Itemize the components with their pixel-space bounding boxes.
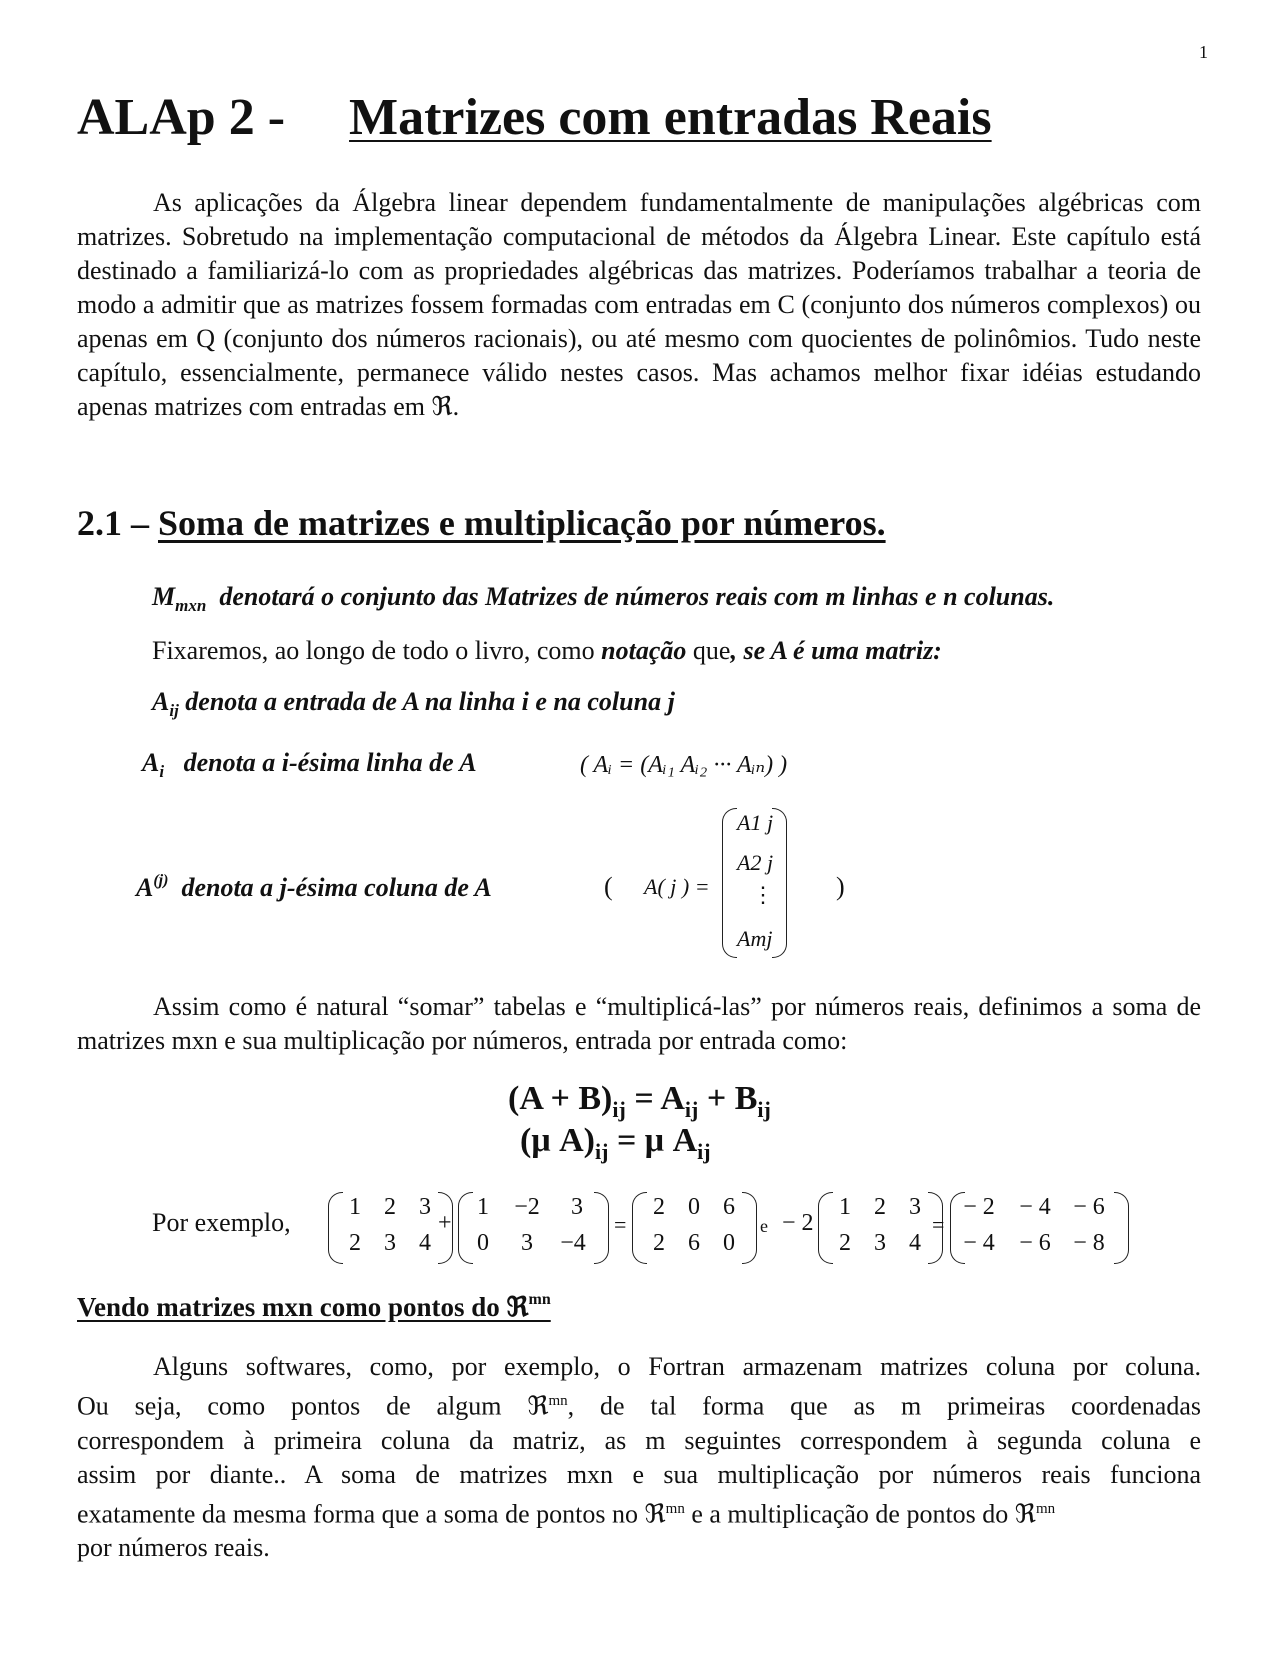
scal-rhs-sub: ij <box>697 1139 711 1164</box>
matrix-cell: 2 <box>653 1194 665 1220</box>
sum-lhs-sub: ij <box>612 1097 626 1122</box>
aj-open-paren: ( <box>604 872 613 901</box>
sum-mid-sub: ij <box>684 1097 699 1122</box>
section-number: 2.1 – <box>77 503 149 543</box>
aj-close-paren: ) <box>836 872 845 901</box>
sum-lhs: (A + B) <box>508 1080 613 1117</box>
colvec-entry: ⋮ <box>752 882 774 907</box>
aj-text: denota a j-ésima coluna de A <box>181 873 492 902</box>
points-text: e a multiplicação de pontos do ℜ <box>684 1499 1036 1529</box>
matrix-cell: − 6 <box>1073 1194 1105 1220</box>
notation-bold: notação <box>601 636 687 665</box>
points-line: assim por diante.. A soma de matrizes mxn e sua multiplicação por números reais funciona <box>77 1459 1201 1489</box>
colvec-entry: A1 j <box>737 810 774 835</box>
matrix-cell: 3 <box>521 1230 533 1256</box>
sum-rhs-sub: ij <box>757 1097 771 1122</box>
mmxn-text: denotará o conjunto das Matrizes de números reais com m linhas e n colunas. <box>219 582 1055 611</box>
matrix-cell: −2 <box>514 1194 540 1220</box>
matrix-cell: − 8 <box>1073 1230 1105 1256</box>
matrix-cell: 2 <box>349 1230 361 1256</box>
plus-sign: + <box>438 1210 452 1236</box>
sum-formula <box>508 1080 771 1123</box>
notation-plain: Fixaremos, ao longo de todo o livro, como <box>152 636 602 665</box>
colvec-right-paren <box>772 808 787 958</box>
notation-bold2: , se A é uma matriz: <box>730 636 942 665</box>
aj-lhs: A( j ) = <box>644 874 710 899</box>
ai-text: denota a i-ésima linha de A <box>183 748 477 777</box>
ai-subscript: i <box>159 762 165 781</box>
section-title: Soma de matrizes e multiplicação por números. <box>158 503 886 543</box>
points-line: por números reais. <box>77 1533 270 1563</box>
example-label: Por exemplo, <box>152 1208 291 1237</box>
matrix-cell: − 4 <box>1019 1194 1051 1220</box>
matrix-cell: 1 <box>477 1194 489 1220</box>
colvec-entry: Amj <box>737 926 773 951</box>
scal-lhs: (μ A) <box>520 1122 595 1159</box>
section-2-1-heading <box>77 502 886 544</box>
points-sup: mn <box>665 1500 685 1517</box>
scal-lhs-sub: ij <box>594 1139 609 1164</box>
matrix-cell: −4 <box>560 1230 586 1256</box>
matrix-cell: 3 <box>571 1194 583 1220</box>
matrix-cell: 1 <box>839 1194 851 1220</box>
conjunction-e: e <box>760 1216 768 1236</box>
matrix-cell: − 4 <box>963 1230 995 1256</box>
points-text: exatamente da mesma forma que a soma de pontos no ℜ <box>77 1499 666 1529</box>
mmxn-subscript: mxn <box>175 596 207 615</box>
points-line: Alguns softwares, como, por exemplo, o Fortran armazenam matrizes coluna por coluna. <box>153 1352 1201 1381</box>
matrix-cell: 6 <box>688 1230 700 1256</box>
chapter-title <box>77 88 992 147</box>
points-line <box>77 1492 1201 1532</box>
matrix-cell: 4 <box>419 1230 431 1256</box>
matrix-cell: 3 <box>419 1194 431 1220</box>
colvec-left-paren <box>722 808 737 958</box>
matrix-cell: − 6 <box>1019 1230 1051 1256</box>
aj-definition <box>136 872 492 903</box>
chapter-prefix: ALAp 2 - <box>77 89 286 146</box>
points-text: , de tal forma que as m primeiras coordenadas <box>567 1391 1201 1421</box>
section-points-sup: mn <box>528 1291 551 1308</box>
points-line: correspondem à primeira coluna da matriz, as m seguintes correspondem à segunda coluna e <box>77 1425 1201 1455</box>
equals-sign-2: = <box>932 1212 945 1237</box>
matrix-cell: 1 <box>349 1194 361 1220</box>
points-sup: mn <box>548 1393 568 1409</box>
equals-sign: = <box>614 1212 627 1237</box>
notation-intro <box>152 636 942 666</box>
matrix-cell: 3 <box>909 1194 921 1220</box>
sum-mid: = A <box>625 1080 685 1117</box>
ai-symbol: A <box>142 748 160 777</box>
sum-paragraph: Assim como é natural “somar” tabelas e “multiplicá-las” por números reais, definimos a soma de matrizes mxn e sua multiplicação por números, entrada por entrada como: <box>77 992 1201 1055</box>
points-sup: mn <box>1035 1500 1056 1517</box>
mmxn-definition <box>152 582 1054 616</box>
scalar-minus-two: − 2 <box>782 1210 814 1236</box>
chapter-main-title: Matrizes com entradas Reais <box>349 89 992 146</box>
matrix-cell: 3 <box>384 1230 396 1256</box>
colvec-entry: A2 j <box>737 850 774 875</box>
matrix-cell: 3 <box>874 1230 886 1256</box>
mmxn-symbol: M <box>152 582 176 611</box>
aij-definition <box>152 687 675 721</box>
matrix-cell: 6 <box>723 1194 735 1220</box>
aij-text: denota a entrada de A na linha i e na coluna j <box>185 687 675 716</box>
matrix-cell: 0 <box>477 1230 489 1256</box>
section-points-title: Vendo matrizes mxn como pontos do ℜ <box>77 1292 529 1322</box>
intro-paragraph: As aplicações da Álgebra linear dependem fundamentalmente de manipulações algébricas com matrizes. Sobretudo na implementação computacional de métodos da Álgebra Linear. Este capítulo está destinado a familiarizá-lo com as propriedades algébricas das matrizes. Poderíamos trabalhar a teoria de modo a admitir que as matrizes fossem formadas com entradas em C (conjunto dos números complexos) ou apenas em Q (conjunto dos números racionais), ou até mesmo com quocientes de polinômios. Tudo neste capítulo, essencialmente, permanece válido nestes casos. Mas achamos melhor fixar idéias estudando apenas matrizes com entradas em ℜ. <box>77 188 1201 421</box>
matrix-cell: 4 <box>909 1230 921 1256</box>
matrix-cell: 2 <box>874 1194 886 1220</box>
aij-subscript: ij <box>169 701 179 720</box>
ai-formula: ( Aᵢ = (Aᵢ₁ Aᵢ₂ ··· Aᵢₙ) ) <box>580 752 788 778</box>
matrix-cell: 0 <box>688 1194 700 1220</box>
section-points-heading <box>77 1291 551 1323</box>
matrix-cell: − 2 <box>963 1194 995 1220</box>
aj-superscript: (j) <box>153 872 169 889</box>
matrix-cell: 2 <box>653 1230 665 1256</box>
sum-rhs: + B <box>698 1080 758 1117</box>
scalar-formula <box>520 1122 711 1165</box>
points-line <box>77 1384 1201 1424</box>
scal-rhs: = μ A <box>608 1122 698 1159</box>
matrix-cell: 2 <box>384 1194 396 1220</box>
page-number: 1 <box>1199 42 1208 62</box>
matrix-cell: 0 <box>723 1230 735 1256</box>
points-paragraph <box>77 1350 1201 1565</box>
points-text: Ou seja, como pontos de algum ℜ <box>77 1391 549 1421</box>
ai-definition <box>142 748 477 782</box>
aij-symbol: A <box>152 687 170 716</box>
aj-symbol: A <box>136 873 154 902</box>
notation-plain2: que <box>686 636 731 665</box>
matrix-cell: 2 <box>839 1230 851 1256</box>
